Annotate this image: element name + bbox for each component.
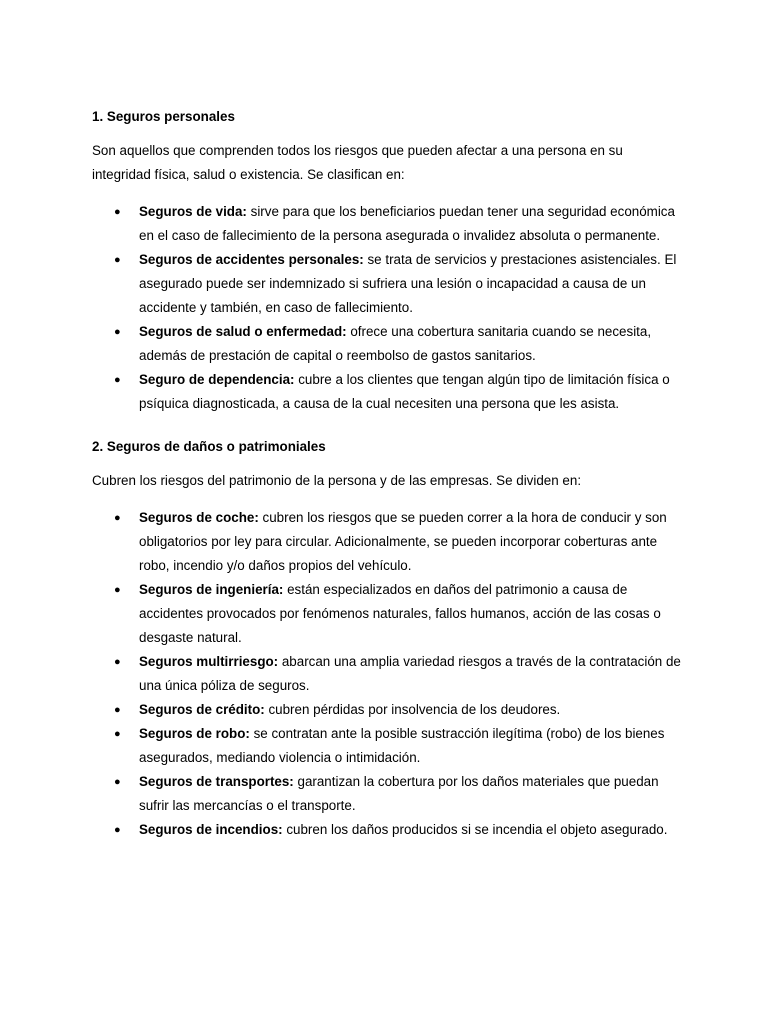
section-heading: 2. Seguros de daños o patrimoniales <box>92 439 326 454</box>
bullet-icon: ● <box>114 254 121 266</box>
list-item <box>92 818 682 842</box>
list-item <box>92 722 682 770</box>
list-item-term: Seguros multirriesgo: <box>139 654 279 669</box>
bullet-list <box>92 506 682 842</box>
list-item-term: Seguros de transportes: <box>139 774 294 789</box>
bullet-list <box>92 200 682 416</box>
list-item <box>92 200 682 248</box>
document-page <box>92 108 682 842</box>
bullet-icon: ● <box>114 512 121 524</box>
list-item-term: Seguros de robo: <box>139 726 250 741</box>
bullet-icon: ● <box>114 374 121 386</box>
bullet-icon: ● <box>114 728 121 740</box>
list-item-term: Seguros de ingeniería: <box>139 582 284 597</box>
list-item-term: Seguros de accidentes personales: <box>139 252 364 267</box>
list-item <box>92 320 682 368</box>
list-item-term: Seguros de vida: <box>139 204 247 219</box>
list-item <box>92 650 682 698</box>
bullet-icon: ● <box>114 776 121 788</box>
list-item-description: abarcan una amplia variedad riesgos a través de la contratación de una única póliza de seguros. <box>139 654 681 693</box>
section-seguros-de-danos <box>92 438 682 842</box>
list-item-description: cubren los daños producidos si se incendia el objeto asegurado. <box>282 822 668 837</box>
list-item-description: cubren pérdidas por insolvencia de los deudores. <box>264 702 561 717</box>
bullet-icon: ● <box>114 206 121 218</box>
list-item-term: Seguros de incendios: <box>139 822 283 837</box>
list-item-term: Seguros de crédito: <box>139 702 265 717</box>
list-item-term: Seguro de dependencia: <box>139 372 295 387</box>
list-item-description: están especializados en daños del patrimonio a causa de accidentes provocados por fenómenos naturales, fallos humanos, acción de las cosas o desgaste natural. <box>139 582 661 645</box>
list-item <box>92 770 682 818</box>
list-item-description: ofrece una cobertura sanitaria cuando se necesita, además de prestación de capital o reembolso de gastos sanitarios. <box>139 324 652 363</box>
section-seguros-personales <box>92 108 682 416</box>
bullet-icon: ● <box>114 824 121 836</box>
bullet-icon: ● <box>114 584 121 596</box>
list-item <box>92 506 682 578</box>
list-item-term: Seguros de salud o enfermedad: <box>139 324 347 339</box>
list-item <box>92 578 682 650</box>
section-intro: Cubren los riesgos del patrimonio de la persona y de las empresas. Se dividen en: <box>92 473 582 488</box>
section-heading: 1. Seguros personales <box>92 109 235 124</box>
list-item-description: sirve para que los beneficiarios puedan tener una seguridad económica en el caso de fallecimiento de la persona asegurada o invalidez absoluta o permanente. <box>139 204 675 243</box>
list-item <box>92 698 682 722</box>
list-item-description: se contratan ante la posible sustracción ilegítima (robo) de los bienes asegurados, mediando violencia o intimidación. <box>139 726 665 765</box>
list-item-description: cubre a los clientes que tengan algún tipo de limitación física o psíquica diagnosticada, a causa de la cual necesiten una persona que les asista. <box>139 372 670 411</box>
list-item-description: se trata de servicios y prestaciones asistenciales. El asegurado puede ser indemnizado si sufriera una lesión o incapacidad a causa de un accidente y también, en caso de fallecimiento. <box>139 252 677 315</box>
section-intro: Son aquellos que comprenden todos los riesgos que pueden afectar a una persona en su integridad física, salud o existencia. Se clasifican en: <box>92 143 623 182</box>
list-item-description: garantizan la cobertura por los daños materiales que puedan sufrir las mercancías o el transporte. <box>139 774 659 813</box>
list-item-description: cubren los riesgos que se pueden correr a la hora de conducir y son obligatorios por ley para circular. Adicionalmente, se pueden incorporar coberturas ante robo, incendio y/o daños propios del vehículo. <box>139 510 667 573</box>
list-item-term: Seguros de coche: <box>139 510 259 525</box>
list-item <box>92 368 682 416</box>
bullet-icon: ● <box>114 704 121 716</box>
list-item <box>92 248 682 320</box>
bullet-icon: ● <box>114 656 121 668</box>
bullet-icon: ● <box>114 326 121 338</box>
